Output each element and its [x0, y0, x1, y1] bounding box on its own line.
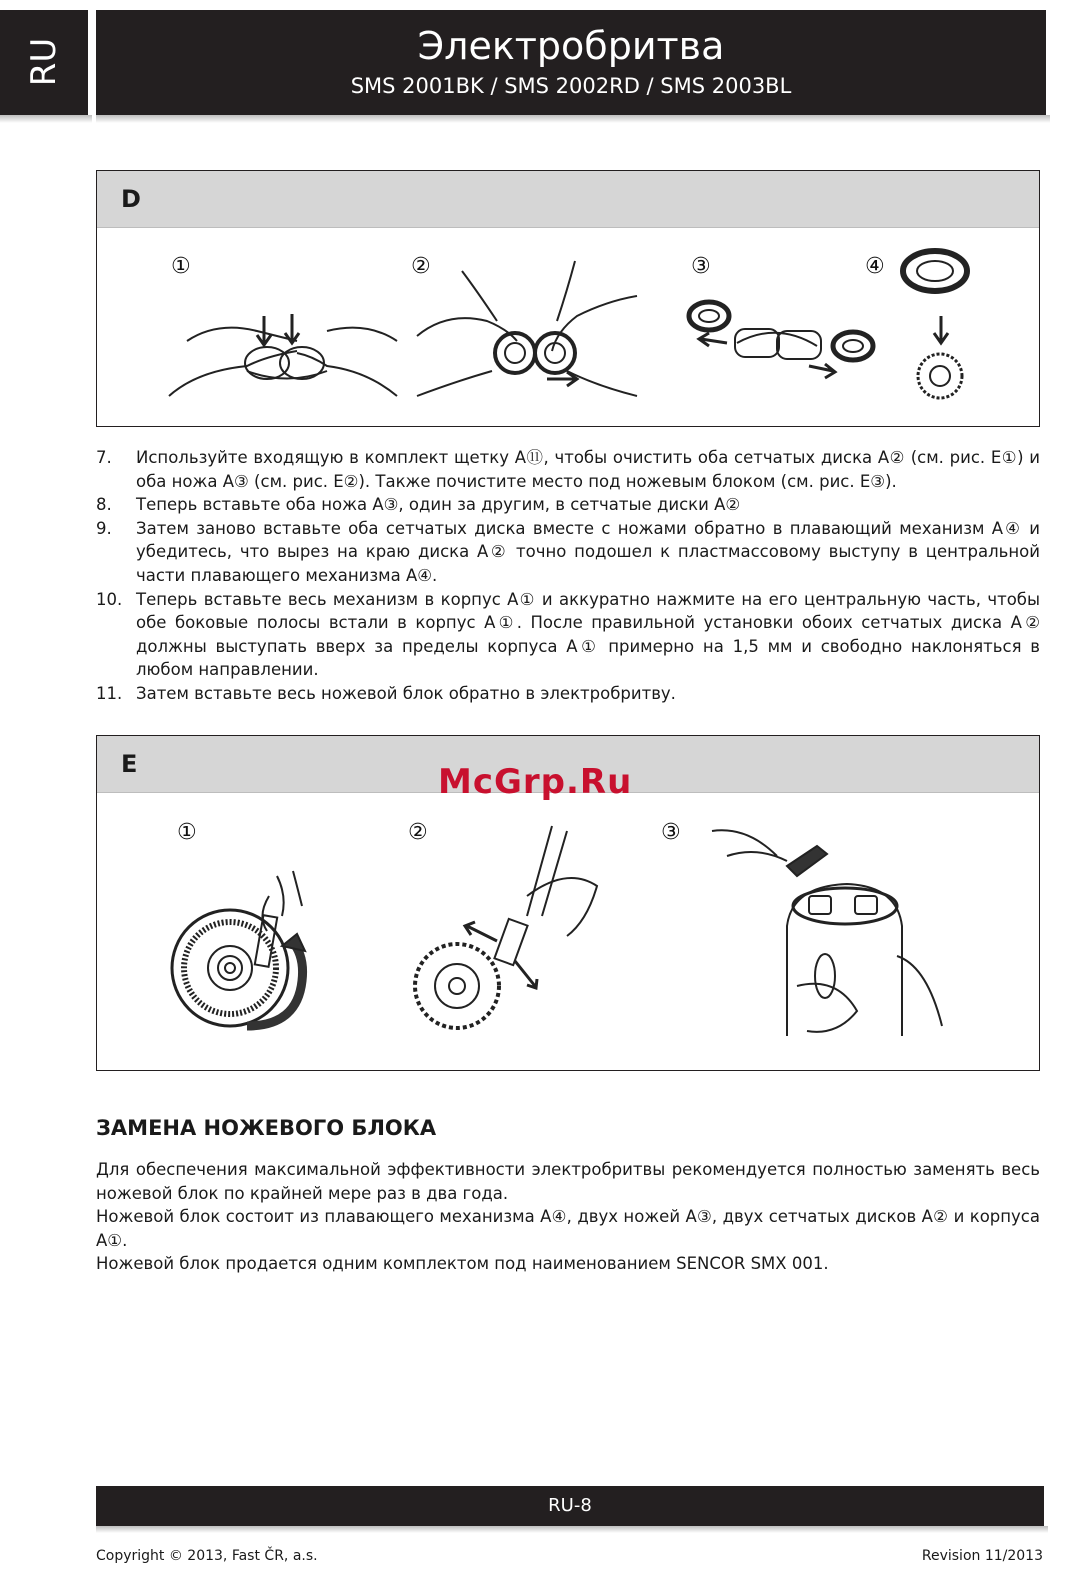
page-header [96, 10, 1046, 115]
step-number: 7. [96, 448, 112, 467]
language-tab [0, 10, 88, 115]
watermark: McGrp.Ru [438, 762, 633, 802]
list-item [96, 588, 1040, 682]
step-number: 10. [96, 589, 123, 609]
remove-disc-icon [417, 261, 637, 396]
figure-e-marker-1: ① [177, 820, 197, 845]
figure-d-marker-3: ③ [691, 254, 711, 279]
model-numbers: SMS 2001BK / SMS 2002RD / SMS 2003BL [350, 74, 792, 98]
footer-shadow [96, 1526, 1048, 1533]
figure-d [96, 170, 1040, 427]
list-item [96, 446, 1040, 493]
figure-e-marker-2: ② [408, 820, 428, 845]
figure-e-label: E [121, 750, 138, 778]
paragraph: Ножевой блок продается одним комплектом под наименованием SENCOR SMX 001. [96, 1254, 829, 1274]
figure-d-marker-4: ④ [865, 254, 885, 279]
section-body [96, 1158, 1040, 1276]
figure-e-marker-3: ③ [661, 820, 681, 845]
figure-d-marker-1: ① [171, 254, 191, 279]
clean-shaver-icon [712, 830, 942, 1036]
step-text: Теперь вставьте оба ножа A③, один за другим, в сетчатые диски A② [136, 495, 741, 515]
list-item [96, 493, 1040, 517]
step-number: 11. [96, 683, 123, 703]
paragraph: Ножевой блок состоит из плавающего механизма A④, двух ножей A③, двух сетчатых дисков A② и корпуса A①. [96, 1207, 1040, 1250]
disassembly-icon [689, 302, 873, 378]
figure-d-marker-2: ② [411, 254, 431, 279]
disc-cutter-icon [903, 251, 967, 398]
header-shadow [96, 115, 1050, 123]
language-tab-shadow [0, 115, 92, 123]
figure-d-illustrations [97, 171, 1039, 426]
step-number: 8. [96, 495, 112, 515]
revision: Revision 11/2013 [921, 1548, 1043, 1564]
hands-pressing-icon [169, 314, 397, 396]
step-text: Используйте входящую в комплект щетку A⑪, чтобы очистить оба сетчатых диска A② (см. рис. E①) и оба ножа A③ (см. рис. E②). Также почистите место под ножевым блоком (см. рис. E③). [136, 448, 1040, 491]
paragraph: Для обеспечения максимальной эффективности электробритвы рекомендуется полностью заменять весь ножевой блок по крайней мере раз в два года. [96, 1160, 1040, 1203]
step-text: Затем вставьте весь ножевой блок обратно в электробритву. [136, 683, 676, 703]
list-item [96, 517, 1040, 588]
section-title: ЗАМЕНА НОЖЕВОГО БЛОКА [96, 1116, 437, 1140]
brush-disc-icon [172, 871, 305, 1026]
step-number: 9. [96, 518, 112, 538]
page-title: Электробритва [417, 24, 725, 68]
brush-cutter-icon [415, 826, 597, 1028]
steps-list [96, 446, 1040, 706]
language-code: RU [24, 37, 64, 87]
step-text: Затем заново вставьте оба сетчатых диска вместе с ножами обратно в плавающий механизм A④ и убедитесь, что вырез на краю диска A② точно подошел к пластмассовому выступу в центральной части плавающего механизма A④. [136, 518, 1040, 585]
step-text: Теперь вставьте весь механизм в корпус A① и аккуратно нажмите на его центральную часть, чтобы обе боковые полосы встали в корпус A①. После правильной установки обоих сетчатых диска A② должны выступать вверх за пределы корпуса A① примерно на 1,5 мм и свободно наклоняться в любом направлении. [136, 589, 1040, 680]
figure-d-label: D [121, 185, 141, 213]
copyright: Copyright © 2013, Fast ČR, a.s. [96, 1548, 318, 1564]
page-number: RU-8 [548, 1495, 592, 1516]
page-footer [96, 1486, 1044, 1526]
list-item [96, 682, 1040, 706]
